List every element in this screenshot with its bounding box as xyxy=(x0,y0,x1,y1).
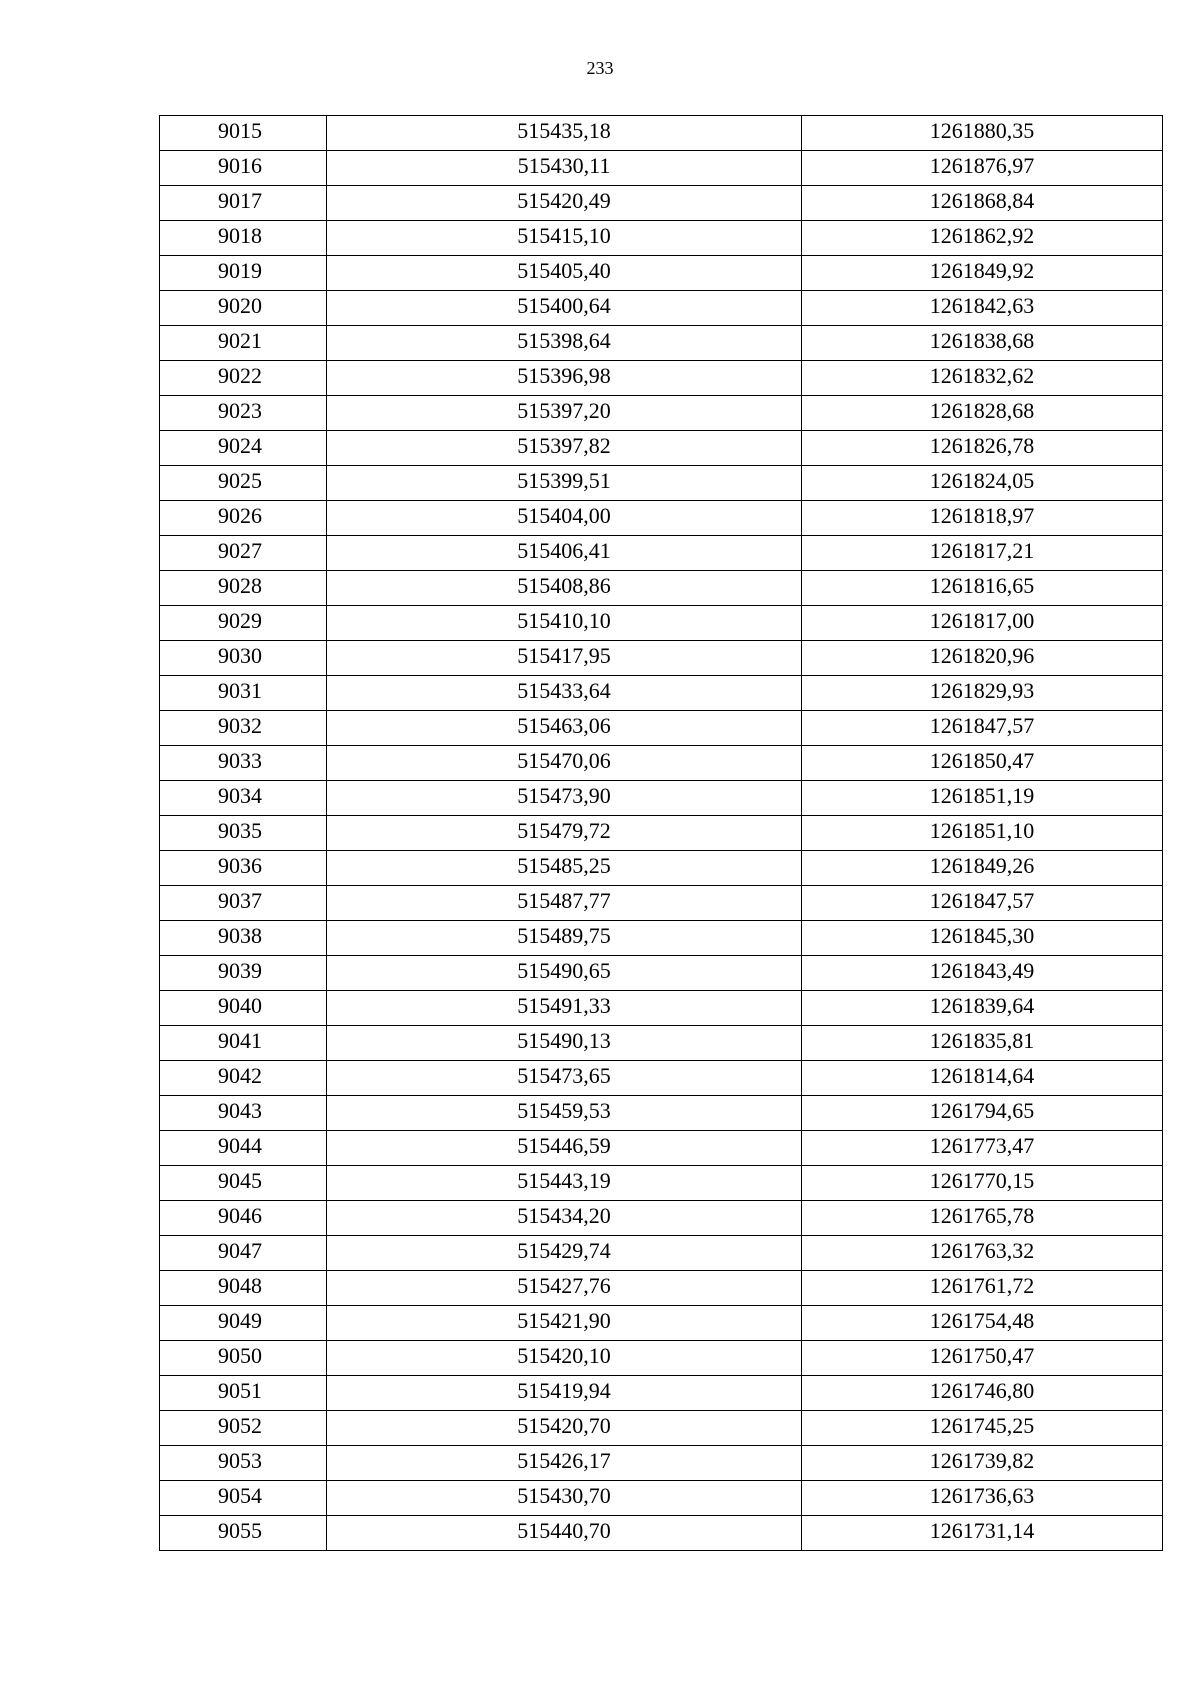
table-row xyxy=(160,676,1163,711)
table-row xyxy=(160,396,1163,431)
table-row xyxy=(160,151,1163,186)
y-coordinate-cell: 1261770,15 xyxy=(802,1166,1163,1201)
table-row xyxy=(160,816,1163,851)
table-row xyxy=(160,1271,1163,1306)
point-number-cell: 9021 xyxy=(160,326,327,361)
point-number-cell: 9052 xyxy=(160,1411,327,1446)
table-row xyxy=(160,291,1163,326)
x-coordinate-cell: 515408,86 xyxy=(327,571,802,606)
y-coordinate-cell: 1261746,80 xyxy=(802,1376,1163,1411)
point-number-cell: 9034 xyxy=(160,781,327,816)
x-coordinate-cell: 515473,90 xyxy=(327,781,802,816)
point-number-cell: 9029 xyxy=(160,606,327,641)
point-number-cell: 9047 xyxy=(160,1236,327,1271)
table-row xyxy=(160,746,1163,781)
table-row xyxy=(160,606,1163,641)
point-number-cell: 9032 xyxy=(160,711,327,746)
x-coordinate-cell: 515479,72 xyxy=(327,816,802,851)
table-row xyxy=(160,1166,1163,1201)
y-coordinate-cell: 1261824,05 xyxy=(802,466,1163,501)
y-coordinate-cell: 1261838,68 xyxy=(802,326,1163,361)
x-coordinate-cell: 515490,65 xyxy=(327,956,802,991)
table-row xyxy=(160,571,1163,606)
coordinates-table xyxy=(159,115,1163,1551)
table-row xyxy=(160,641,1163,676)
point-number-cell: 9017 xyxy=(160,186,327,221)
point-number-cell: 9050 xyxy=(160,1341,327,1376)
y-coordinate-cell: 1261820,96 xyxy=(802,641,1163,676)
table-row xyxy=(160,1446,1163,1481)
point-number-cell: 9033 xyxy=(160,746,327,781)
y-coordinate-cell: 1261868,84 xyxy=(802,186,1163,221)
point-number-cell: 9015 xyxy=(160,116,327,151)
y-coordinate-cell: 1261876,97 xyxy=(802,151,1163,186)
table-row xyxy=(160,1341,1163,1376)
table-row xyxy=(160,1481,1163,1516)
x-coordinate-cell: 515415,10 xyxy=(327,221,802,256)
x-coordinate-cell: 515419,94 xyxy=(327,1376,802,1411)
x-coordinate-cell: 515420,49 xyxy=(327,186,802,221)
y-coordinate-cell: 1261818,97 xyxy=(802,501,1163,536)
point-number-cell: 9031 xyxy=(160,676,327,711)
table-row xyxy=(160,1516,1163,1551)
point-number-cell: 9044 xyxy=(160,1131,327,1166)
x-coordinate-cell: 515440,70 xyxy=(327,1516,802,1551)
x-coordinate-cell: 515490,13 xyxy=(327,1026,802,1061)
x-coordinate-cell: 515485,25 xyxy=(327,851,802,886)
x-coordinate-cell: 515420,10 xyxy=(327,1341,802,1376)
y-coordinate-cell: 1261763,32 xyxy=(802,1236,1163,1271)
point-number-cell: 9040 xyxy=(160,991,327,1026)
x-coordinate-cell: 515487,77 xyxy=(327,886,802,921)
y-coordinate-cell: 1261850,47 xyxy=(802,746,1163,781)
point-number-cell: 9041 xyxy=(160,1026,327,1061)
y-coordinate-cell: 1261794,65 xyxy=(802,1096,1163,1131)
x-coordinate-cell: 515434,20 xyxy=(327,1201,802,1236)
point-number-cell: 9028 xyxy=(160,571,327,606)
y-coordinate-cell: 1261880,35 xyxy=(802,116,1163,151)
x-coordinate-cell: 515420,70 xyxy=(327,1411,802,1446)
y-coordinate-cell: 1261845,30 xyxy=(802,921,1163,956)
table-row xyxy=(160,1236,1163,1271)
point-number-cell: 9030 xyxy=(160,641,327,676)
table-row xyxy=(160,221,1163,256)
x-coordinate-cell: 515406,41 xyxy=(327,536,802,571)
x-coordinate-cell: 515397,82 xyxy=(327,431,802,466)
x-coordinate-cell: 515426,17 xyxy=(327,1446,802,1481)
x-coordinate-cell: 515459,53 xyxy=(327,1096,802,1131)
x-coordinate-cell: 515398,64 xyxy=(327,326,802,361)
x-coordinate-cell: 515430,11 xyxy=(327,151,802,186)
y-coordinate-cell: 1261849,26 xyxy=(802,851,1163,886)
point-number-cell: 9016 xyxy=(160,151,327,186)
table-row xyxy=(160,921,1163,956)
y-coordinate-cell: 1261826,78 xyxy=(802,431,1163,466)
y-coordinate-cell: 1261849,92 xyxy=(802,256,1163,291)
table-row xyxy=(160,1131,1163,1166)
y-coordinate-cell: 1261773,47 xyxy=(802,1131,1163,1166)
table-row xyxy=(160,1201,1163,1236)
y-coordinate-cell: 1261750,47 xyxy=(802,1341,1163,1376)
table-row xyxy=(160,781,1163,816)
x-coordinate-cell: 515417,95 xyxy=(327,641,802,676)
table-row xyxy=(160,536,1163,571)
x-coordinate-cell: 515397,20 xyxy=(327,396,802,431)
point-number-cell: 9045 xyxy=(160,1166,327,1201)
y-coordinate-cell: 1261736,63 xyxy=(802,1481,1163,1516)
y-coordinate-cell: 1261761,72 xyxy=(802,1271,1163,1306)
point-number-cell: 9025 xyxy=(160,466,327,501)
point-number-cell: 9023 xyxy=(160,396,327,431)
y-coordinate-cell: 1261817,00 xyxy=(802,606,1163,641)
x-coordinate-cell: 515400,64 xyxy=(327,291,802,326)
y-coordinate-cell: 1261862,92 xyxy=(802,221,1163,256)
x-coordinate-cell: 515463,06 xyxy=(327,711,802,746)
table-row xyxy=(160,466,1163,501)
table-row xyxy=(160,431,1163,466)
y-coordinate-cell: 1261847,57 xyxy=(802,886,1163,921)
table-row xyxy=(160,851,1163,886)
y-coordinate-cell: 1261817,21 xyxy=(802,536,1163,571)
table-row xyxy=(160,991,1163,1026)
point-number-cell: 9026 xyxy=(160,501,327,536)
x-coordinate-cell: 515421,90 xyxy=(327,1306,802,1341)
point-number-cell: 9037 xyxy=(160,886,327,921)
point-number-cell: 9022 xyxy=(160,361,327,396)
x-coordinate-cell: 515427,76 xyxy=(327,1271,802,1306)
y-coordinate-cell: 1261843,49 xyxy=(802,956,1163,991)
point-number-cell: 9039 xyxy=(160,956,327,991)
x-coordinate-cell: 515396,98 xyxy=(327,361,802,396)
y-coordinate-cell: 1261842,63 xyxy=(802,291,1163,326)
table-row xyxy=(160,186,1163,221)
table-row xyxy=(160,1026,1163,1061)
x-coordinate-cell: 515429,74 xyxy=(327,1236,802,1271)
y-coordinate-cell: 1261828,68 xyxy=(802,396,1163,431)
x-coordinate-cell: 515405,40 xyxy=(327,256,802,291)
x-coordinate-cell: 515470,06 xyxy=(327,746,802,781)
y-coordinate-cell: 1261832,62 xyxy=(802,361,1163,396)
table-row xyxy=(160,1061,1163,1096)
point-number-cell: 9035 xyxy=(160,816,327,851)
x-coordinate-cell: 515446,59 xyxy=(327,1131,802,1166)
page-number: 233 xyxy=(586,58,614,78)
x-coordinate-cell: 515491,33 xyxy=(327,991,802,1026)
x-coordinate-cell: 515435,18 xyxy=(327,116,802,151)
y-coordinate-cell: 1261814,64 xyxy=(802,1061,1163,1096)
y-coordinate-cell: 1261745,25 xyxy=(802,1411,1163,1446)
y-coordinate-cell: 1261835,81 xyxy=(802,1026,1163,1061)
table-row xyxy=(160,326,1163,361)
point-number-cell: 9046 xyxy=(160,1201,327,1236)
table-row xyxy=(160,501,1163,536)
point-number-cell: 9053 xyxy=(160,1446,327,1481)
point-number-cell: 9054 xyxy=(160,1481,327,1516)
y-coordinate-cell: 1261847,57 xyxy=(802,711,1163,746)
table-row xyxy=(160,956,1163,991)
point-number-cell: 9049 xyxy=(160,1306,327,1341)
point-number-cell: 9019 xyxy=(160,256,327,291)
point-number-cell: 9051 xyxy=(160,1376,327,1411)
point-number-cell: 9018 xyxy=(160,221,327,256)
point-number-cell: 9024 xyxy=(160,431,327,466)
table-row xyxy=(160,1096,1163,1131)
table-row xyxy=(160,1411,1163,1446)
table-row xyxy=(160,361,1163,396)
table-row xyxy=(160,1306,1163,1341)
y-coordinate-cell: 1261839,64 xyxy=(802,991,1163,1026)
coordinates-table-body xyxy=(160,116,1163,1551)
y-coordinate-cell: 1261754,48 xyxy=(802,1306,1163,1341)
point-number-cell: 9036 xyxy=(160,851,327,886)
x-coordinate-cell: 515404,00 xyxy=(327,501,802,536)
x-coordinate-cell: 515489,75 xyxy=(327,921,802,956)
table-row xyxy=(160,711,1163,746)
x-coordinate-cell: 515430,70 xyxy=(327,1481,802,1516)
point-number-cell: 9043 xyxy=(160,1096,327,1131)
point-number-cell: 9027 xyxy=(160,536,327,571)
point-number-cell: 9055 xyxy=(160,1516,327,1551)
point-number-cell: 9042 xyxy=(160,1061,327,1096)
table-row xyxy=(160,1376,1163,1411)
y-coordinate-cell: 1261851,10 xyxy=(802,816,1163,851)
table-row xyxy=(160,116,1163,151)
table-row xyxy=(160,256,1163,291)
y-coordinate-cell: 1261765,78 xyxy=(802,1201,1163,1236)
x-coordinate-cell: 515433,64 xyxy=(327,676,802,711)
y-coordinate-cell: 1261731,14 xyxy=(802,1516,1163,1551)
y-coordinate-cell: 1261816,65 xyxy=(802,571,1163,606)
point-number-cell: 9020 xyxy=(160,291,327,326)
x-coordinate-cell: 515410,10 xyxy=(327,606,802,641)
table-row xyxy=(160,886,1163,921)
y-coordinate-cell: 1261851,19 xyxy=(802,781,1163,816)
point-number-cell: 9048 xyxy=(160,1271,327,1306)
x-coordinate-cell: 515443,19 xyxy=(327,1166,802,1201)
point-number-cell: 9038 xyxy=(160,921,327,956)
x-coordinate-cell: 515473,65 xyxy=(327,1061,802,1096)
y-coordinate-cell: 1261739,82 xyxy=(802,1446,1163,1481)
x-coordinate-cell: 515399,51 xyxy=(327,466,802,501)
y-coordinate-cell: 1261829,93 xyxy=(802,676,1163,711)
